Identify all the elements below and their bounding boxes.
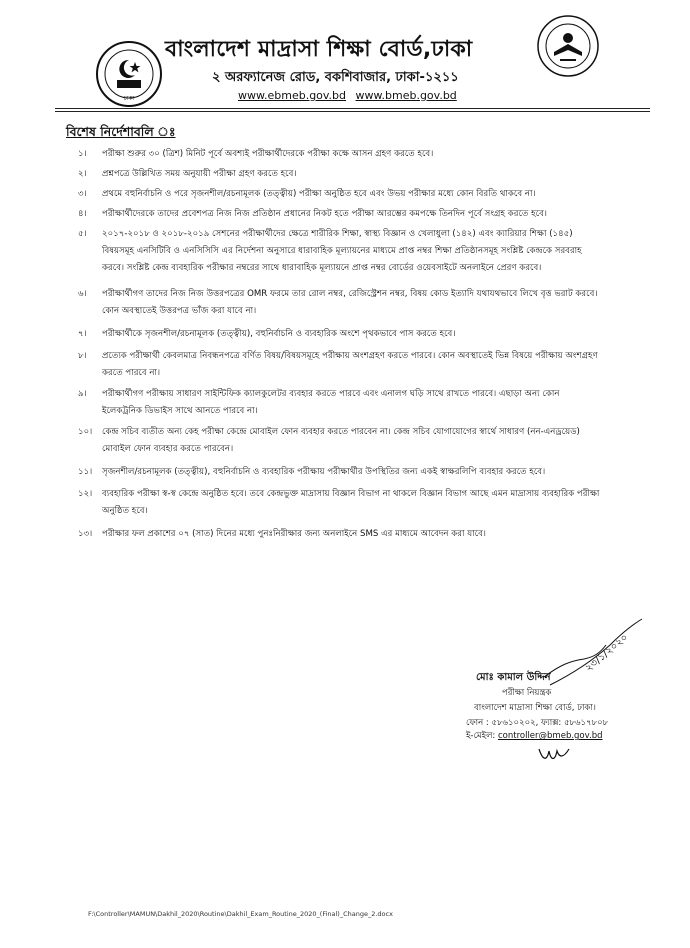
website-link-bmeb[interactable]: www.bmeb.gov.bd bbox=[355, 89, 457, 102]
item-text: প্রশ্নপত্রে উল্লিখিত সময় অনুযায়ী পরীক্ষা গ্রহণ করতে হবে। bbox=[102, 169, 297, 179]
signatory-designation: পরীক্ষা নিয়ন্ত্রক bbox=[502, 688, 552, 698]
board-title: বাংলাদেশ মাদ্রাসা শিক্ষা বোর্ড,ঢাকা bbox=[165, 37, 473, 62]
website-link-ebmeb[interactable]: www.ebmeb.gov.bd bbox=[238, 89, 347, 102]
file-path-footer: F:\Controller\MAMUN\Dakhil_2020\Routine\Dakhil_Exam_Routine_2020_(Final)_Change_2.docx bbox=[88, 910, 393, 918]
item-number: ৯। bbox=[78, 389, 87, 399]
handwritten-initials bbox=[537, 743, 571, 765]
item-text: সৃজনশীল/রচনামূলক (তত্ত্বীয়), বহুনির্বাচনি ও ব্যবহারিক পরীক্ষায় পরীক্ষার্থীর উপস্থিতির জন্য একই স্বাক্ষরলিপি ব্যবহার করতে হবে। bbox=[102, 467, 546, 477]
signatory-organization: বাংলাদেশ মাদ্রাসা শিক্ষা বোর্ড, ঢাকা। bbox=[474, 703, 596, 713]
item-number: ৮। bbox=[78, 351, 87, 361]
motto-emblem-logo bbox=[536, 14, 600, 78]
board-address: ২ অরফ্যানেজ রোড, বকশিবাজার, ঢাকা-১২১১ bbox=[212, 70, 459, 85]
signatory-phone: ফোন : ৫৮৬১০২০২, ফ্যাক্স: ৫৮৬১৭৮০৮ bbox=[466, 718, 609, 728]
signatory-name: মোঃ কামাল উদ্দিন bbox=[476, 672, 551, 683]
item-text: প্রথমে বহুনির্বাচনি ও পরে সৃজনশীল/রচনামূলক (তত্ত্বীয়) পরীক্ষা অনুষ্ঠিত হবে এবং উভয় পরীক্ষার মধ্যে কোন বিরতি থাকবে না। bbox=[102, 189, 536, 199]
header-divider-bottom bbox=[55, 111, 650, 112]
email-link[interactable]: controller@bmeb.gov.bd bbox=[497, 731, 603, 741]
item-text: পরীক্ষার্থীদেরকে তাদের প্রবেশপত্র নিজ নিজ প্রতিষ্ঠান প্রধানের নিকট হতে পরীক্ষা আরম্ভের কমপক্ষে তিনদিন পূর্বে সংগ্রহ করতে হবে। bbox=[102, 209, 547, 219]
item-number: ৭। bbox=[78, 329, 87, 339]
item-number: ১০। bbox=[78, 427, 93, 437]
item-text: কেন্দ্র সচিব ব্যতীত অন্য কেহ পরীক্ষা কেন্দ্রে মোবাইল ফোন ব্যবহার করতে পারবেন না। কেন্দ্র সচিব যোগাযোগের স্বার্থে সাধারণ (নন-এনড্রয়েড) মোবাইল ফোন ব্যবহার করতে পারবেন। bbox=[102, 427, 580, 454]
item-number: ১। bbox=[78, 149, 87, 159]
item-number: ২। bbox=[78, 169, 87, 179]
handwritten-signature bbox=[540, 615, 650, 695]
item-text: ব্যবহারিক পরীক্ষা স্ব-স্ব কেন্দ্রে অনুষ্ঠিত হবে। তবে কেন্দ্রভুক্ত মাদ্রাসায় বিজ্ঞান বিভাগ না থাকলে বিজ্ঞান বিভাগ আছে এমন মাদ্রাসায় ব্যবহারিক পরীক্ষা অনুষ্ঠিত হবে। bbox=[102, 489, 600, 516]
item-text: পরীক্ষার্থীগণ পরীক্ষায় সাধারণ সাইন্টিফিক ক্যালকুলেটর ব্যবহার করতে পারবে এবং এনালগ ঘড়ি সাথে রাখতে পারবে। এছাড়া অন্য কোন ইলেকট্রনিক ডিভাইস সাথে আনতে পারবে না। bbox=[102, 389, 560, 416]
header-divider-top bbox=[55, 108, 650, 109]
item-number: ১৩। bbox=[78, 529, 93, 539]
item-text: পরীক্ষার্থীগণ তাদের নিজ নিজ উত্তরপত্রের OMR ফরমে তার রোল নম্বর, রেজিস্ট্রেশন নম্বর, বিষয় কোড ইত্যাদি যথাযথভাবে লিখে বৃত্ত ভরাট করবে। কোন অবস্থাতেই উত্তরপত্র ভাঁজ করা যাবে না। bbox=[102, 289, 598, 316]
item-number: ৪। bbox=[78, 209, 87, 219]
item-number: ৫। bbox=[78, 229, 87, 239]
item-number: ১২। bbox=[78, 489, 93, 499]
special-instructions-title: বিশেষ নির্দেশাবলি ঃ bbox=[66, 124, 176, 139]
item-text: পরীক্ষা শুরুর ৩০ (ত্রিশ) মিনিট পূর্বে অবশ্যই পরীক্ষার্থীদেরকে পরীক্ষা কক্ষে আসন গ্রহণ করতে হবে। bbox=[102, 149, 434, 159]
item-text: পরীক্ষার্থীকে সৃজনশীল/রচনামূলক (তত্ত্বীয়), বহুনির্বাচনি ও ব্যবহারিক অংশে পৃথকভাবে পাস করতে হবে। bbox=[102, 329, 456, 339]
item-number: ৬। bbox=[78, 289, 87, 299]
item-number: ১১। bbox=[78, 467, 93, 477]
item-text: প্রত্যেক পরীক্ষার্থী কেবলমাত্র নিবন্ধনপত্রে বর্ণিত বিষয়/বিষয়সমূহে পরীক্ষায় অংশগ্রহণ করতে পারবে। কোন অবস্থাতেই ভিন্ন বিষয়ে পরীক্ষায় অংশগ্রহণ করতে পারবে না। bbox=[102, 351, 598, 378]
email-label: ই-মেইল: bbox=[466, 731, 496, 741]
item-number: ৩। bbox=[78, 189, 87, 199]
website-links bbox=[238, 89, 463, 102]
item-text: পরীক্ষার ফল প্রকাশের ০৭ (সাত) দিনের মধ্যে পুনঃনিরীক্ষার জন্য অনলাইনে SMS এর মাধ্যমে আবেদন করা যাবে। bbox=[102, 529, 486, 539]
signatory-email-line bbox=[466, 729, 603, 743]
item-text: ২০১৭-২০১৮ ও ২০১৮-২০১৯ সেশনের পরীক্ষার্থীদের ক্ষেত্রে শারীরিক শিক্ষা, স্বাস্থ্য বিজ্ঞান ও খেলাধুলা (১৪২) এবং ক্যারিয়ার শিক্ষা (১৪৫) বিষয়সমূহ এনসিটিবি ও এনসিসিসি এর নির্দেশনা অনুসারে ধারাবাহিক মূল্যায়নের মাধ্যমে প্রাপ্ত নম্বর শিক্ষা প্রতিষ্ঠানসমূহ সংশ্লিষ্ট কেন্দ্রকে সরবরাহ করবে। সংশ্লিষ্ট কেন্দ্র ব্যবহারিক পরীক্ষার নম্বরের সাথে ধারাবাহিক মূল্যায়নে প্রাপ্ত নম্বর বোর্ডের ওয়েবসাইটে অনলাইনে প্রেরণ করবে। bbox=[102, 229, 582, 273]
svg-text:ঢাকা: ঢাকা bbox=[123, 95, 135, 102]
signature-date: ২৩/১/২০২০ bbox=[583, 632, 631, 675]
board-seal-logo bbox=[95, 40, 163, 108]
